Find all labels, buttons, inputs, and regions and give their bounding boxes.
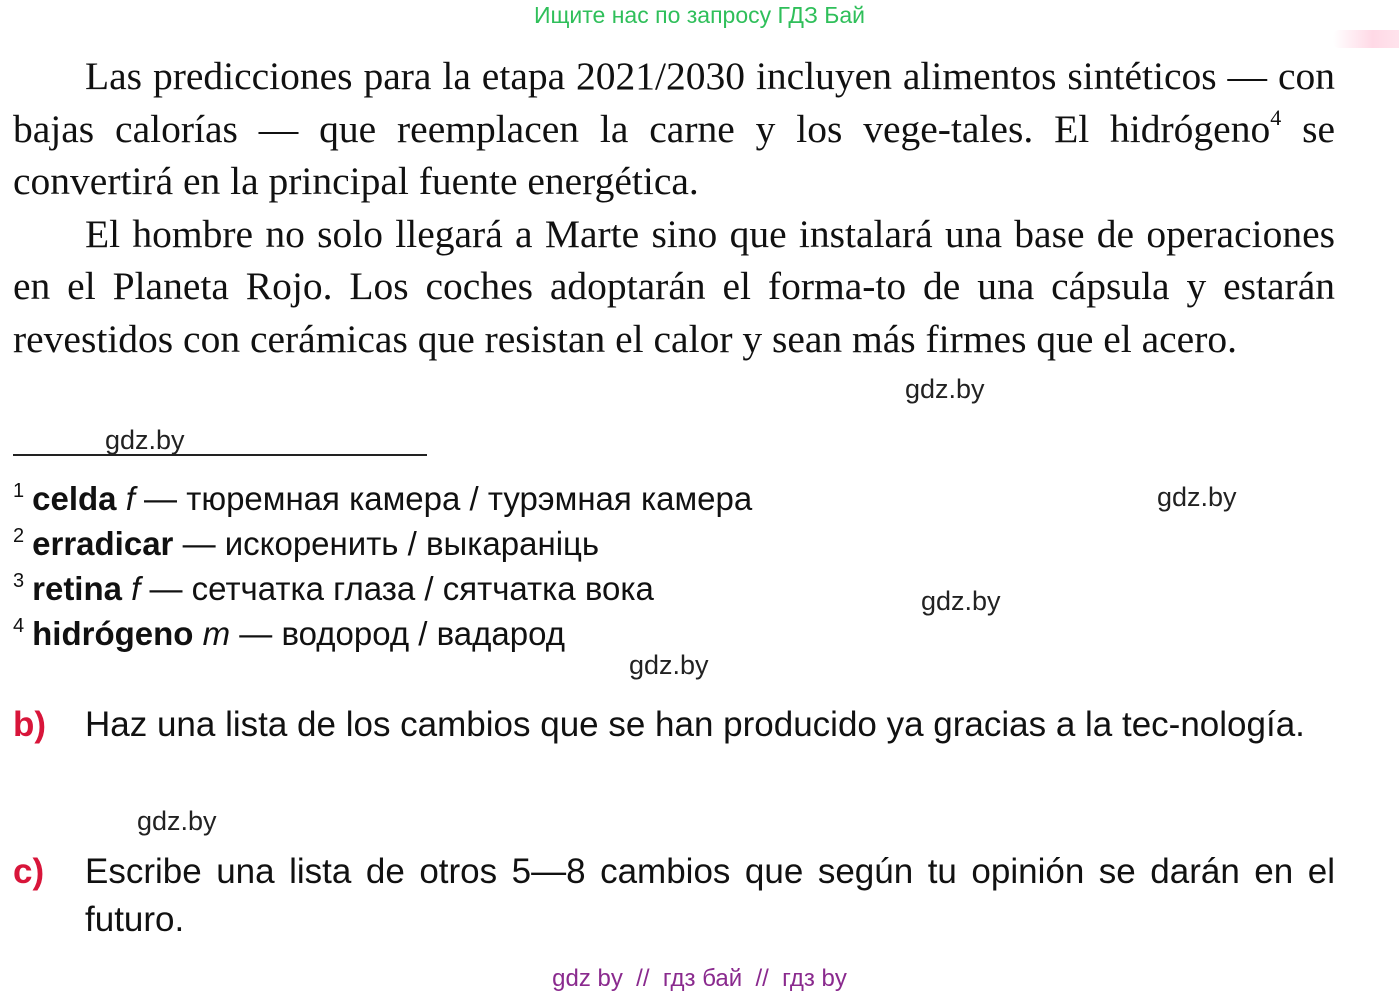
footnote-translation: — сетчатка глаза / сятчатка вока bbox=[149, 570, 654, 607]
footnote-gender: f bbox=[125, 480, 135, 517]
footnote-number: 3 bbox=[13, 570, 25, 592]
footnote-3 bbox=[13, 562, 654, 608]
watermark: gdz.by bbox=[105, 425, 185, 455]
watermark: gdz.by bbox=[905, 374, 985, 404]
task-b-letter: b) bbox=[13, 705, 47, 744]
footnote-number: 1 bbox=[13, 480, 25, 502]
footnote-number: 2 bbox=[13, 525, 25, 547]
footnote-translation: — тюремная камера / турэмная камера bbox=[144, 480, 753, 517]
footnote-translation: — водород / вадарод bbox=[239, 615, 565, 652]
footnote-1 bbox=[13, 472, 752, 518]
paragraph-1-end: se convertirá en la principal fuente energética. bbox=[13, 106, 1335, 203]
task-c-text: Escribe una lista de otros 5—8 cambios que según tu opinión se darán en el futuro. bbox=[85, 852, 1335, 939]
footnote-number: 4 bbox=[13, 615, 25, 637]
watermark: gdz.by bbox=[629, 650, 709, 680]
corner-highlight bbox=[1333, 30, 1399, 48]
site-footer: gdz by // гдз бай // гдз by bbox=[552, 965, 847, 992]
watermark: gdz.by bbox=[1157, 482, 1237, 512]
watermark: gdz.by bbox=[137, 806, 217, 836]
footnote-gender: f bbox=[131, 570, 141, 607]
paragraph-1-text: Las predicciones para la etapa 2021/2030 incluyen alimentos sintéticos — con bajas calorías — que reemplacen la carne y los vege-tales. El hidrógeno bbox=[13, 54, 1335, 151]
footnote-4 bbox=[13, 607, 565, 653]
reading-text bbox=[13, 50, 1335, 365]
footnote-word: erradicar bbox=[32, 525, 174, 562]
footnote-2 bbox=[13, 517, 599, 563]
footnote-word: retina bbox=[32, 570, 122, 607]
task-b-text: Haz una lista de los cambios que se han producido ya gracias a la tec-nología. bbox=[85, 705, 1305, 744]
footnote-gender: m bbox=[202, 615, 231, 652]
footnote-translation: — искоренить / выкараніць bbox=[182, 525, 600, 562]
watermark: gdz.by bbox=[921, 586, 1001, 616]
reading-paragraph-1 bbox=[13, 50, 1335, 208]
task-c-letter: c) bbox=[13, 852, 45, 891]
footnote-word: hidrógeno bbox=[32, 615, 194, 652]
footnote-word: celda bbox=[32, 480, 117, 517]
site-banner: Ищите нас по запросу ГДЗ Бай bbox=[533, 2, 866, 28]
reading-paragraph-2: El hombre no solo llegará a Marte sino que instalará una base de operaciones en el Planeta Rojo. Los coches adoptarán el forma-to de una cápsula y estarán revestidos con cerámicas que resistan el calor y sean más firmes que el acero. bbox=[13, 211, 1335, 361]
footnote-divider bbox=[13, 454, 427, 456]
footnote-ref-4: 4 bbox=[1270, 104, 1282, 130]
